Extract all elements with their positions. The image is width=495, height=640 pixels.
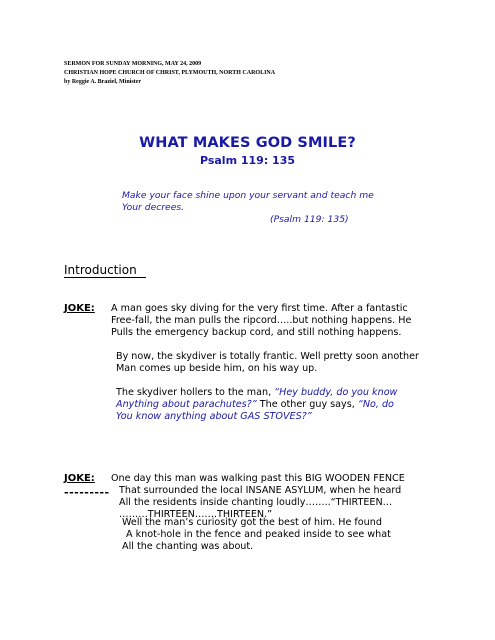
- section-heading-introduction: Introduction: [64, 263, 137, 277]
- church-name-line: CHRISTIAN HOPE CHURCH OF CHRIST, PLYMOUTH, NORTH CAROLINA: [64, 70, 276, 76]
- joke1-dialogue-line: [116, 399, 394, 411]
- joke-label-1: JOKE:: [64, 303, 95, 314]
- joke2-line: All the chanting was about.: [122, 541, 254, 552]
- scripture-reference: Psalm 119: 135: [199, 154, 296, 167]
- joke2-line: Well the man’s curiosity got the best of him. He found: [122, 517, 382, 528]
- section-divider: ---------: [64, 486, 110, 499]
- joke-label-2: JOKE:: [64, 473, 95, 484]
- joke1-dialogue-line: [116, 387, 397, 399]
- verse-line-2: Your decrees.: [122, 202, 185, 213]
- joke2-line: One day this man was walking past this BIG WOODEN FENCE: [111, 473, 405, 484]
- joke2-line: A knot-hole in the fence and peaked inside to see what: [126, 529, 391, 540]
- verse-line-1: Make your face shine upon your servant and teach me: [122, 190, 374, 201]
- joke2-line: That surrounded the local INSANE ASYLUM, when he heard: [119, 485, 402, 496]
- narration-text: The skydiver hollers to the man,: [116, 387, 275, 398]
- joke1-line: Pulls the emergency backup cord, and still nothing happens.: [111, 327, 402, 338]
- narration-text: The other guy says,: [256, 399, 358, 410]
- joke1-line: Man comes up beside him, on his way up.: [116, 363, 318, 374]
- quote-text: Anything about parachutes?”: [116, 399, 257, 410]
- joke1-punchline: You know anything about GAS STOVES?”: [116, 411, 312, 422]
- joke1-line: By now, the skydiver is totally frantic. Well pretty soon another: [116, 351, 419, 362]
- joke2-line: All the residents inside chanting loudly……..“THIRTEEN…: [119, 497, 393, 508]
- minister-line: by Reggie A. Braziel, Minister: [64, 79, 141, 85]
- heading-underline: [64, 277, 146, 278]
- joke2-line: ………THIRTEEN…….THIRTEEN.”: [119, 509, 273, 520]
- quote-text: “No, do: [357, 399, 394, 410]
- joke1-line: Free-fall, the man pulls the ripcord…..but nothing happens. He: [111, 315, 412, 326]
- verse-citation: (Psalm 119: 135): [270, 214, 349, 225]
- sermon-date-line: SERMON FOR SUNDAY MORNING, MAY 24, 2009: [64, 61, 202, 67]
- joke1-line: A man goes sky diving for the very first time. After a fantastic: [111, 303, 408, 314]
- sermon-title: WHAT MAKES GOD SMILE?: [139, 135, 356, 151]
- quote-text: “Hey buddy, do you know: [274, 387, 398, 398]
